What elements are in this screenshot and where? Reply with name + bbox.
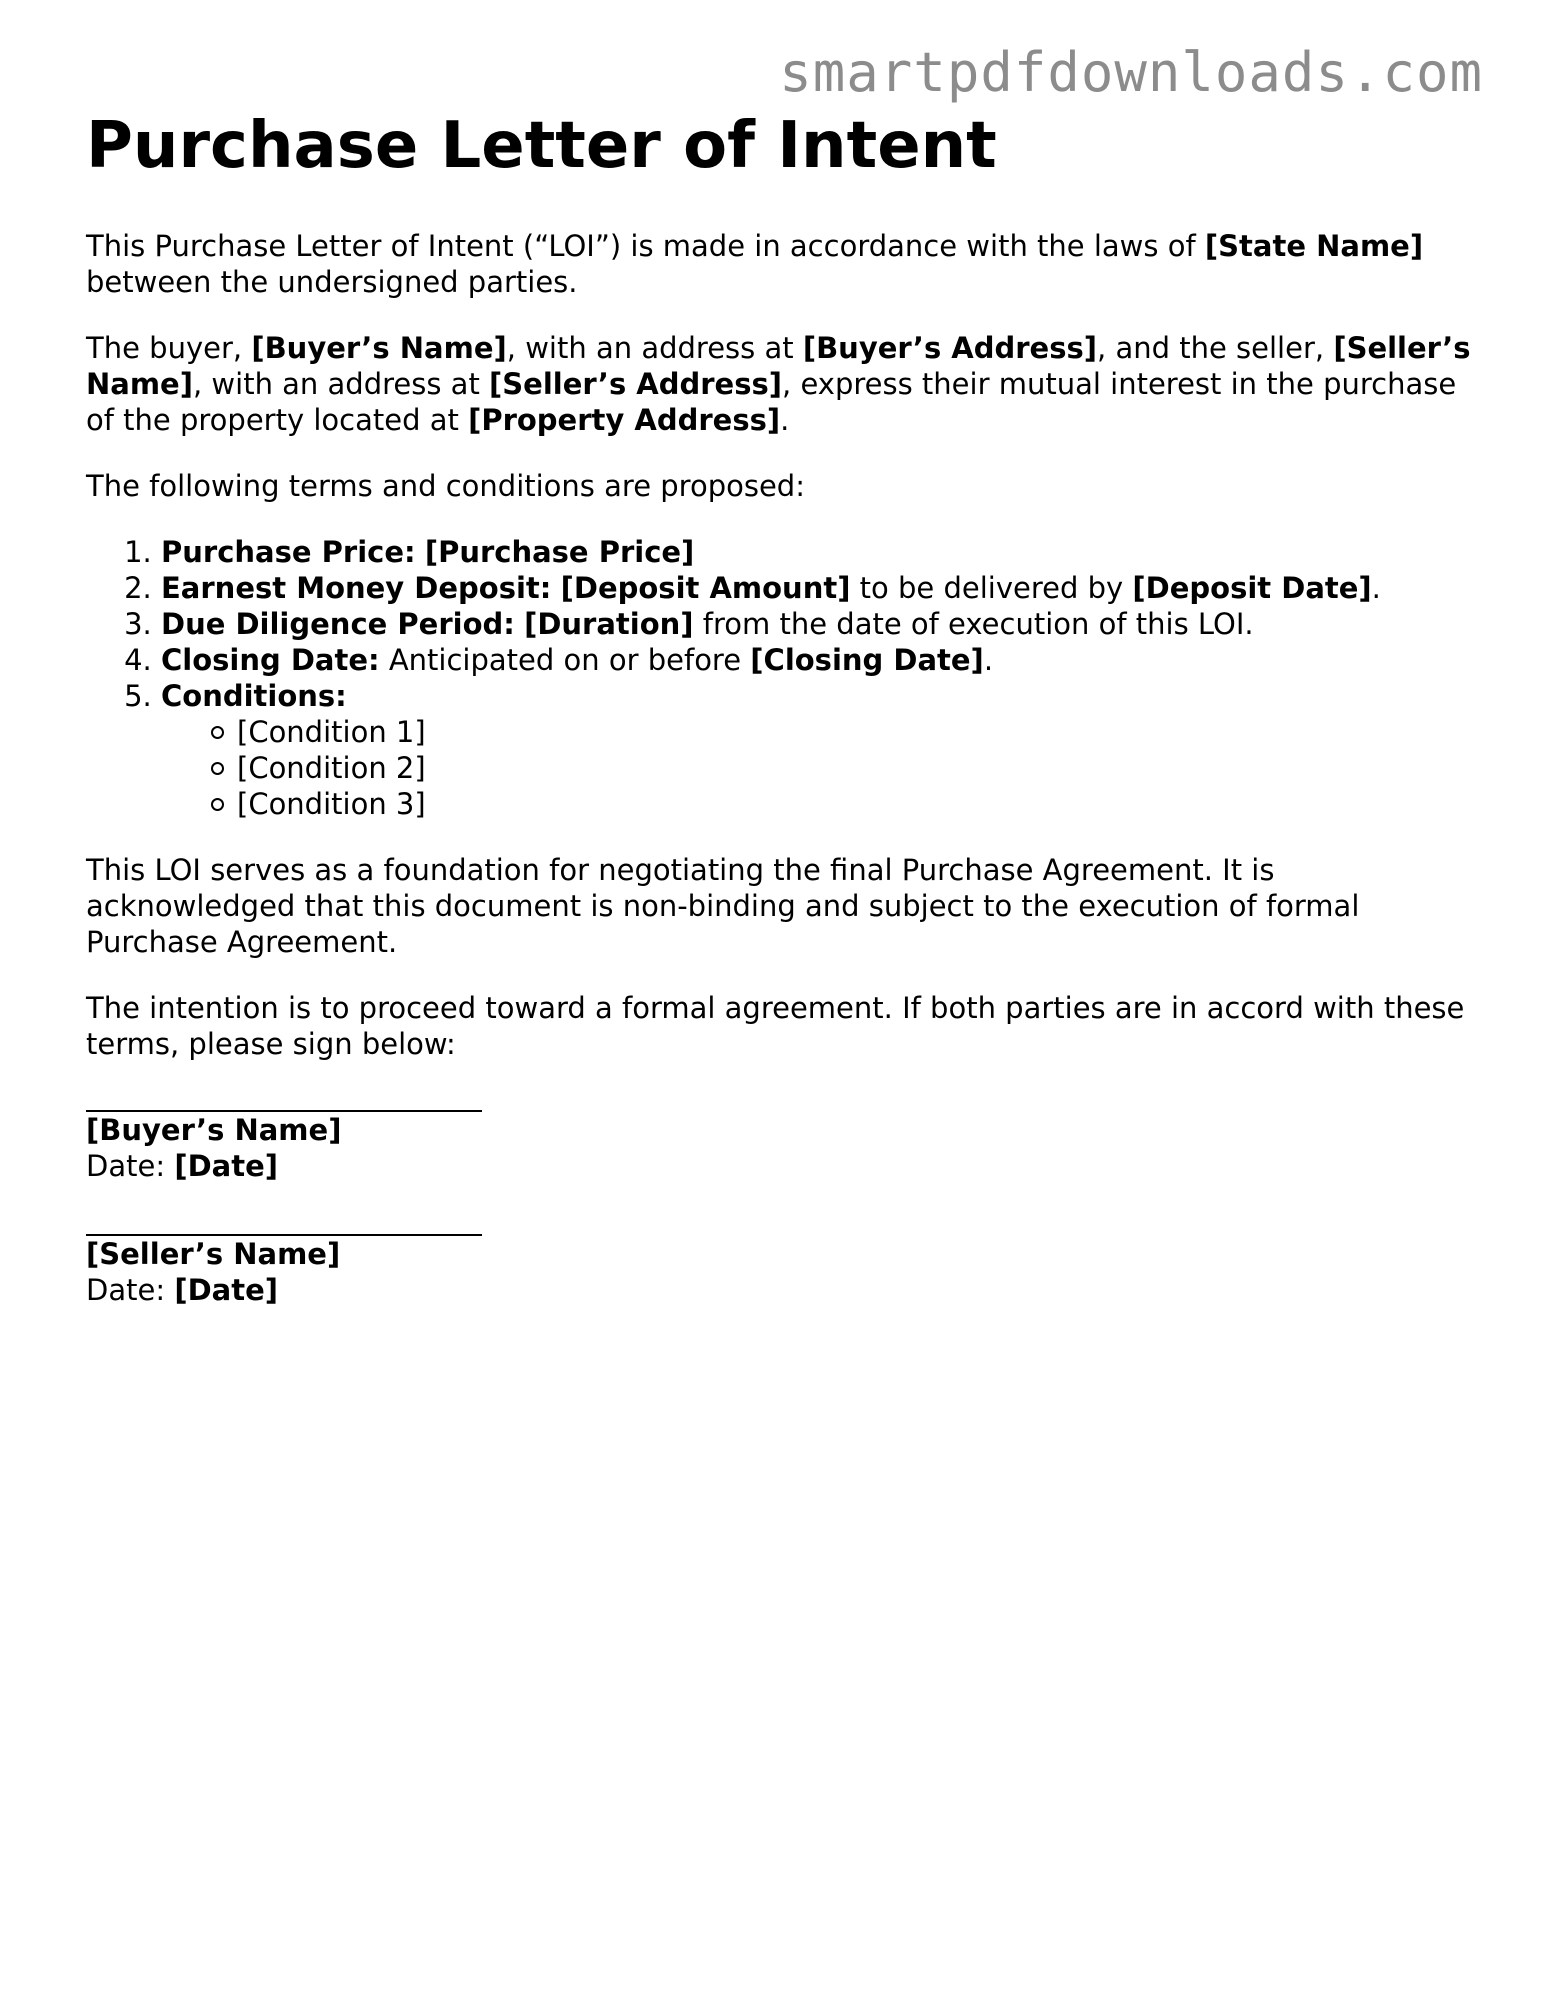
terms-list — [86, 534, 1486, 822]
document-body — [86, 108, 1486, 1358]
buyer-signature-name: [Buyer’s Name] — [86, 1113, 342, 1147]
page-title: Purchase Letter of Intent — [86, 109, 997, 183]
property-address-placeholder: [Property Address] — [468, 403, 781, 437]
parties-paragraph: The buyer, [Buyer’s Name], with an address at [Buyer’s Address], and the seller, [Seller’s Name], with an address at [Seller’s Address], express their mutual interest in the purchase of the property located at [Property Address]. — [86, 331, 1471, 437]
closing-paragraph: The intention is to proceed toward a formal agreement. If both parties are in accord with these terms, please sign below: — [86, 991, 1465, 1061]
seller-signature-name: [Seller’s Name] — [86, 1237, 341, 1271]
seller-date-row: Date: [Date] — [86, 1273, 278, 1307]
signature-section — [86, 1110, 1486, 1308]
term-purchase-price: 1. Purchase Price: [Purchase Price] — [161, 534, 1486, 570]
buyer-signature-block — [86, 1110, 1486, 1184]
list-item: [Condition 2] — [211, 750, 1486, 786]
seller-date-placeholder: [Date] — [174, 1273, 278, 1307]
term-due-diligence: 3. Due Diligence Period: [Duration] from the date of execution of this LOI. — [161, 606, 1486, 642]
conditions-list — [161, 714, 1486, 822]
buyer-address-placeholder: [Buyer’s Address] — [802, 331, 1098, 365]
terms-intro: The following terms and conditions are proposed: — [86, 469, 805, 503]
buyer-name-placeholder: [Buyer’s Name] — [251, 331, 507, 365]
nonbinding-paragraph: This LOI serves as a foundation for negotiating the final Purchase Agreement. It is acknowledged that this document is non-binding and subject to the execution of formal Purchase Agreement. — [86, 853, 1360, 959]
term-conditions: 5. Conditions: [Condition 1] [Condition 2] [Condition 3] — [161, 678, 1486, 822]
intro-paragraph: This Purchase Letter of Intent (“LOI”) is made in accordance with the laws of [State Name] between the undersigned parties. — [86, 229, 1424, 299]
list-item: [Condition 1] — [211, 714, 1486, 750]
watermark: smartpdfdownloads.com — [779, 41, 1483, 104]
list-item: [Condition 3] — [211, 786, 1486, 822]
seller-address-placeholder: [Seller’s Address] — [489, 367, 783, 401]
term-closing-date: 4. Closing Date: Anticipated on or before [Closing Date]. — [161, 642, 1486, 678]
buyer-date-row: Date: [Date] — [86, 1149, 278, 1183]
seller-name-placeholder: [Seller’s Name] — [86, 331, 1471, 401]
buyer-date-placeholder: [Date] — [174, 1149, 278, 1183]
term-earnest-money: 2. Earnest Money Deposit: [Deposit Amount] to be delivered by [Deposit Date]. — [161, 570, 1486, 606]
state-name-placeholder: [State Name] — [1204, 229, 1424, 263]
seller-signature-block — [86, 1234, 1486, 1308]
